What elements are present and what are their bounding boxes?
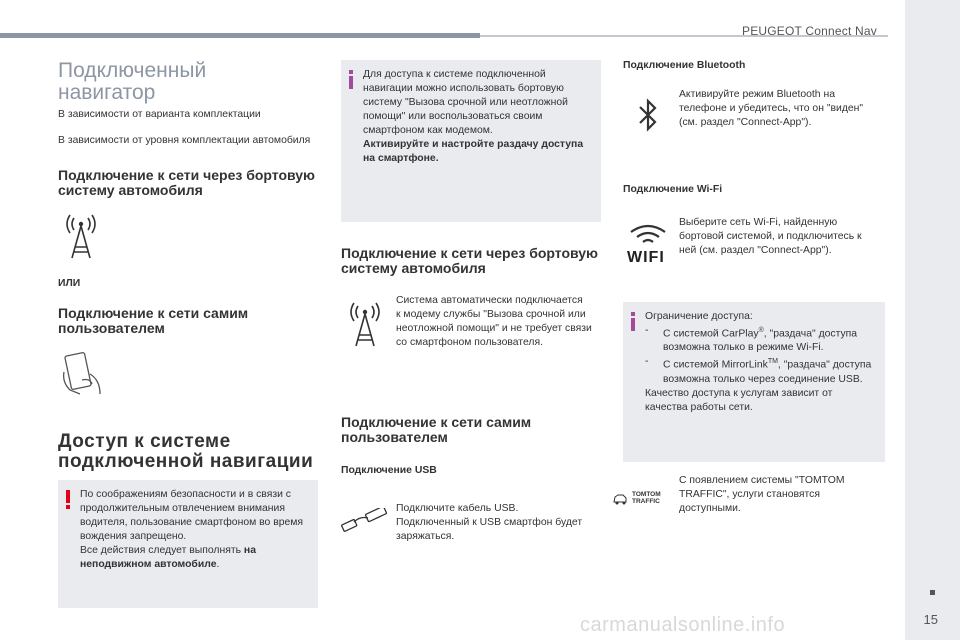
warning-mark xyxy=(66,490,70,509)
section-heading-vehicle-2 xyxy=(341,246,598,276)
wifi-line: ней (см. раздел "Connect-App"). xyxy=(679,245,832,256)
bluetooth-line: (см. раздел "Connect-App"). xyxy=(679,117,812,128)
page-marker xyxy=(930,590,935,595)
section-heading-line2: пользователем xyxy=(341,429,448,445)
registered-mark: ® xyxy=(758,327,764,334)
wifi-label: Подключение Wi-Fi xyxy=(623,184,723,195)
auto-connect-text xyxy=(396,294,592,350)
info-line: помощи" или воспользоваться своим xyxy=(363,111,543,122)
info-box-limits xyxy=(623,302,885,462)
limits-text-part: С системой CarPlay xyxy=(663,328,759,340)
safety-warning-box xyxy=(58,480,318,608)
section-heading-line1: Подключение к сети через бортовую xyxy=(341,245,598,261)
section-heading-line2: систему автомобиля xyxy=(341,260,486,276)
wifi-line: бортовой системой, и подключитесь к xyxy=(679,231,862,242)
page-title-line1: Подключенный xyxy=(58,59,207,82)
header-title: PEUGEOT Connect Nav xyxy=(742,24,877,38)
info-line-bold: на смартфоне. xyxy=(363,153,439,164)
limits-text-part: С системой MirrorLink xyxy=(663,359,768,371)
watermark: carmanualsonline.info xyxy=(580,614,786,636)
access-title-line2: подключенной навигации xyxy=(58,451,314,472)
limits-line: качества работы сети. xyxy=(645,401,753,413)
limits-text xyxy=(645,310,881,415)
limits-line: возможна только в режиме Wi-Fi. xyxy=(663,342,824,354)
info-line: Для доступа к системе подключенной xyxy=(363,69,546,80)
auto-connect-line: к модему службы "Вызова срочной или xyxy=(396,309,586,320)
tomtom-line: С появлением системы "TOMTOM xyxy=(679,475,845,486)
section-heading-line1: Подключение к сети самим xyxy=(58,305,249,321)
auto-connect-line: со смартфоном пользователя. xyxy=(396,337,543,348)
info-box-hotspot xyxy=(341,60,601,222)
bluetooth-label: Подключение Bluetooth xyxy=(623,60,746,71)
usb-line: заряжаться. xyxy=(396,531,455,542)
phone-hand-icon xyxy=(60,350,108,396)
auto-connect-line: неотложной помощи" и не требует связи xyxy=(396,323,592,334)
limits-dash: - xyxy=(645,356,649,368)
warning-text-normal: . xyxy=(216,559,220,570)
warning-line: продолжительным отвлечением внимания xyxy=(80,503,285,514)
bluetooth-icon xyxy=(636,98,660,132)
tomtom-car-icon xyxy=(612,492,628,506)
warning-text-normal: Все действия следует выполнять xyxy=(80,545,244,556)
warning-line: По соображениям безопасности и в связи с xyxy=(80,489,291,500)
page-number: 15 xyxy=(923,612,938,627)
usb-cable-icon xyxy=(340,508,388,534)
limits-item-mirrorlink xyxy=(645,355,881,386)
access-title-line1: Доступ к системе xyxy=(58,431,231,452)
section-heading-line1: Подключение к сети через бортовую xyxy=(58,167,315,183)
tomtom-logo-text xyxy=(632,491,661,505)
warning-line xyxy=(80,558,303,572)
limits-dash: - xyxy=(645,325,649,336)
bluetooth-text xyxy=(679,88,863,130)
section-heading-user xyxy=(58,306,248,336)
warning-text-bold: неподвижном автомобиле xyxy=(80,559,217,570)
variant-note: В зависимости от варианта комплектации xyxy=(58,109,261,120)
warning-line xyxy=(80,544,303,558)
section-heading-line1: Подключение к сети самим xyxy=(341,414,532,430)
wifi-waves-icon xyxy=(627,224,669,244)
warning-text xyxy=(80,488,303,572)
bluetooth-line: Активируйте режим Bluetooth на xyxy=(679,89,835,100)
info-mark xyxy=(631,312,635,331)
warning-line: вождения запрещено. xyxy=(80,531,187,542)
page-title-line2: навигатор xyxy=(58,81,156,104)
info-mark xyxy=(349,70,353,89)
antenna-icon xyxy=(346,300,384,348)
tomtom-line: TRAFFIC", услуги становятся xyxy=(679,489,820,500)
equipment-note: В зависимости от уровня комплектации автомобиля xyxy=(58,135,311,146)
usb-text xyxy=(396,502,582,544)
info-line: систему "Вызова срочной или неотложной xyxy=(363,97,568,108)
trademark-mark: TM xyxy=(767,358,778,366)
section-heading-vehicle xyxy=(58,168,315,198)
section-heading-line2: систему автомобиля xyxy=(58,182,203,198)
usb-label: Подключение USB xyxy=(341,465,437,476)
usb-line: Подключенный к USB смартфон будет xyxy=(396,517,583,528)
limits-text-part: , "раздача" доступа xyxy=(777,359,872,371)
warning-line: водителя, пользование смартфоном во время xyxy=(80,517,304,528)
tomtom-traffic-icon xyxy=(612,490,674,510)
wifi-line: Выберите сеть Wi-Fi, найденную xyxy=(679,217,838,228)
tomtom-logo-line: TOMTOM xyxy=(632,491,661,498)
limits-line: Качество доступа к услугам зависит от xyxy=(645,387,833,399)
limits-item-carplay xyxy=(645,324,881,355)
auto-connect-line: Система автоматически подключается xyxy=(396,295,583,306)
limits-text-part: , "раздача" доступа xyxy=(763,328,858,340)
or-label: ИЛИ xyxy=(58,278,81,289)
wifi-icon xyxy=(627,224,669,264)
warning-text-bold: на xyxy=(243,545,256,556)
tomtom-line: доступными. xyxy=(679,503,741,514)
limits-line: возможна только через соединение USB. xyxy=(663,373,863,385)
usb-line: Подключите кабель USB. xyxy=(396,503,519,514)
bluetooth-line: телефоне и убедитесь, что он "виден" xyxy=(679,103,864,114)
tomtom-logo-line: TRAFFIC xyxy=(632,498,660,505)
section-heading-user-2 xyxy=(341,415,531,445)
info-text xyxy=(363,68,583,166)
access-title xyxy=(58,432,313,472)
tomtom-text xyxy=(679,474,845,516)
top-rule xyxy=(0,33,480,38)
limits-line: Ограничение доступа: xyxy=(645,311,753,322)
page-title xyxy=(58,60,206,104)
section-heading-line2: пользователем xyxy=(58,320,165,336)
wifi-text xyxy=(679,216,862,258)
info-line: смартфоном как модемом. xyxy=(363,125,493,136)
info-line-bold: Активируйте и настройте раздачу доступа xyxy=(363,139,584,150)
wifi-icon-text: WIFI xyxy=(627,249,665,266)
antenna-icon xyxy=(62,212,100,260)
info-line: навигации можно использовать бортовую xyxy=(363,83,564,94)
page-sidebar xyxy=(905,0,960,640)
